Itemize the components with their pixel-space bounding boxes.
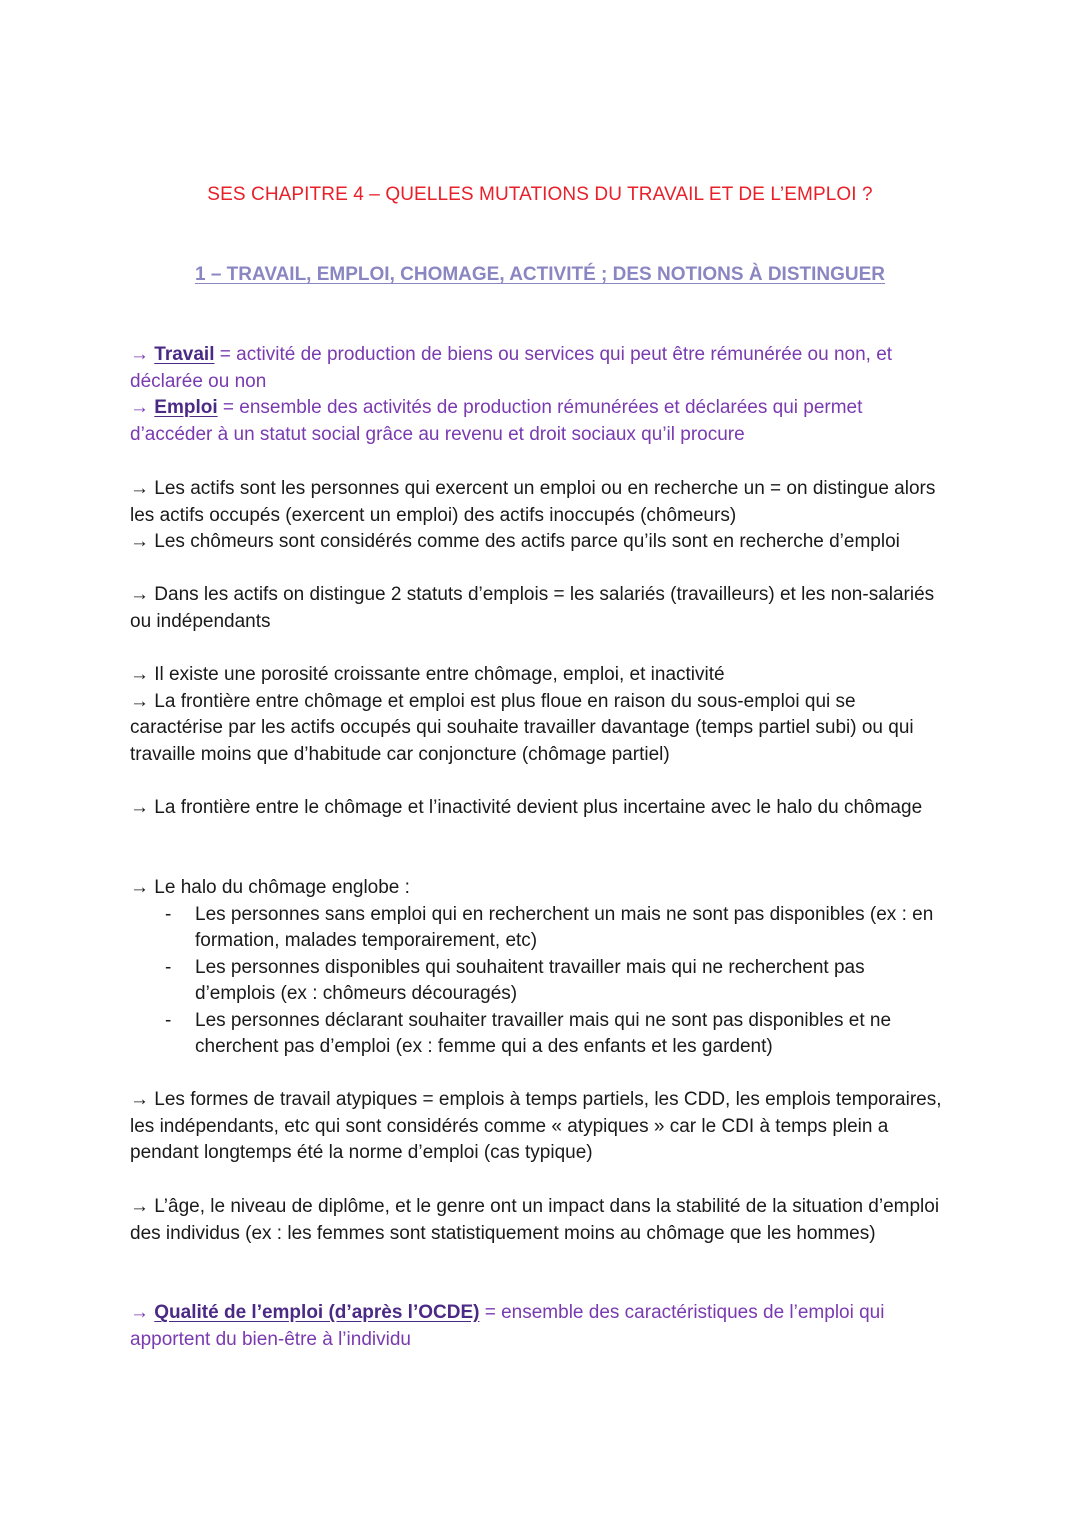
list-item: - Les personnes disponibles qui souhaitent travailler mais qui ne recherchent pas d’emplois (ex : chômeurs découragés) (165, 956, 865, 1004)
paragraph-statuts: → Dans les actifs on distingue 2 statuts d’emplois = les salariés (travailleurs) et les non-salariés ou indépendants (130, 584, 935, 632)
paragraph-frontiere-inactivite-group (130, 795, 950, 822)
arrow-icon: → (130, 1089, 149, 1110)
definition-qualite-group (130, 1300, 950, 1353)
arrow-icon: → (130, 1302, 149, 1323)
term-qualite: Qualité de l’emploi (d’après l’OCDE) (154, 1302, 480, 1323)
paragraph-actifs: → Les actifs sont les personnes qui exercent un emploi ou en recherche un = on distingue alors les actifs occupés (exercent un emploi) des actifs inoccupés (chômeurs) (130, 478, 936, 526)
term-travail: Travail (154, 344, 215, 365)
paragraph-age: → L’âge, le niveau de diplôme, et le genre ont un impact dans la stabilité de la situation d’emploi des individus (ex : les femmes sont statistiquement moins au chômage que les hommes) (130, 1196, 940, 1244)
paragraph-frontiere-inactivite: → La frontière entre le chômage et l’inactivité devient plus incertaine avec le halo du chômage (130, 797, 923, 818)
arrow-icon: → (130, 344, 149, 365)
paragraph-atypiques: → Les formes de travail atypiques = emplois à temps partiels, les CDD, les emplois temporaires, les indépendants, etc qui sont considérés comme « atypiques » car le CDI à temps plein a pendant longtemps été la norme d’emploi (cas typique) (130, 1089, 942, 1163)
definition-qualite (130, 1300, 950, 1353)
section-heading: 1 – TRAVAIL, EMPLOI, CHOMAGE, ACTIVITÉ ; DES NOTIONS À DISTINGUER (194, 264, 886, 285)
halo-intro: → Le halo du chômage englobe : (130, 877, 410, 898)
arrow-icon: → (130, 690, 149, 712)
arrow-icon: → (130, 877, 149, 898)
definition-travail (130, 342, 950, 395)
paragraph-atypiques-group (130, 1087, 950, 1167)
dash-bullet-icon: - (165, 1009, 172, 1031)
dash-bullet-icon: - (165, 956, 172, 978)
paragraph-porosite: → Il existe une porosité croissante entre chômage, emploi, et inactivité (130, 664, 725, 685)
list-item: - Les personnes déclarant souhaiter travailler mais qui ne sont pas disponibles et ne cherchent pas d’emploi (ex : femme qui a des enfants et les gardent) (165, 1009, 892, 1057)
paragraph-statuts-group (130, 582, 950, 635)
definition-qualite-text: = ensemble des caractéristiques de l’emploi qui apportent du bien-être à l’individu (130, 1302, 885, 1350)
halo-list (130, 902, 950, 1061)
definition-emploi (130, 395, 950, 448)
paragraph-porosite-group (130, 662, 950, 768)
paragraph-age-group (130, 1194, 950, 1247)
dash-bullet-icon: - (165, 903, 172, 925)
definition-travail-text: = activité de production de biens ou services qui peut être rémunérée ou non, et déclarée ou non (130, 344, 893, 392)
arrow-icon: → (130, 531, 149, 552)
term-emploi: Emploi (154, 397, 218, 418)
arrow-icon: → (130, 664, 149, 685)
paragraph-actifs-group (130, 476, 950, 556)
definition-emploi-text: = ensemble des activités de production rémunérées et déclarées qui permet d’accéder à un statut social grâce au revenu et droit sociaux qu’il procure (130, 397, 863, 445)
list-item: - Les personnes sans emploi qui en recherchent un mais ne sont pas disponibles (ex : en formation, malades temporairement, etc) (165, 903, 934, 951)
paragraph-frontiere-emploi: → La frontière entre chômage et emploi est plus floue en raison du sous-emploi qui se caractérise par les actifs occupés qui souhaite travailler davantage (temps partiel subi) ou qui travaille moins que d’habitude car conjoncture (chômage partiel) (130, 690, 914, 765)
definitions-block (130, 342, 950, 448)
arrow-icon: → (130, 584, 149, 605)
document-title: SES CHAPITRE 4 – QUELLES MUTATIONS DU TRAVAIL ET DE L’EMPLOI ? (207, 184, 873, 205)
paragraph-chomeurs: → Les chômeurs sont considérés comme des actifs parce qu’ils sont en recherche d’emploi (130, 531, 900, 552)
halo-section (130, 875, 950, 1061)
arrow-icon: → (130, 797, 149, 818)
arrow-icon: → (130, 1196, 149, 1217)
arrow-icon: → (130, 397, 149, 418)
arrow-icon: → (130, 478, 149, 499)
